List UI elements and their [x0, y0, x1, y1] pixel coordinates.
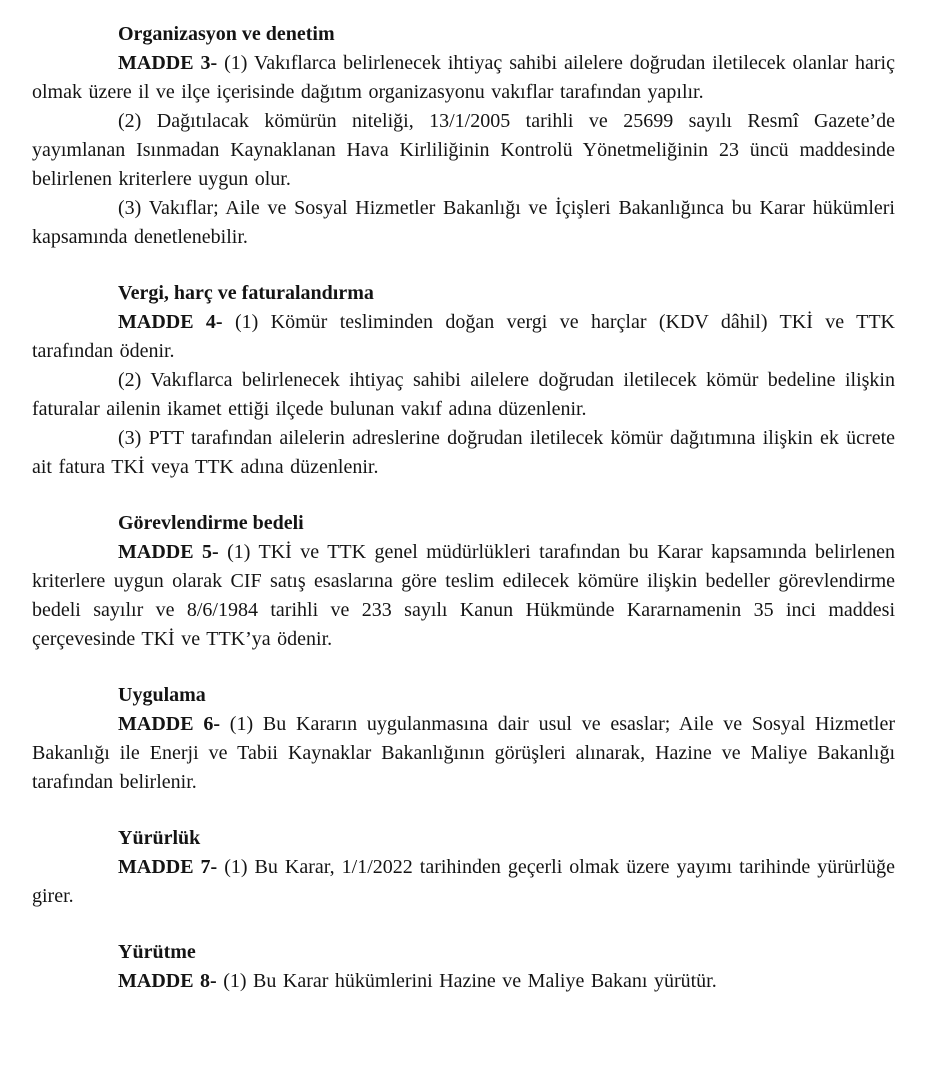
paragraph: MADDE 8- (1) Bu Karar hükümlerini Hazine ve Maliye Bakanı yürütür.	[118, 970, 717, 992]
document-section	[32, 824, 895, 911]
paragraph: MADDE 4- (1) Kömür tesliminden doğan vergi ve harçlar (KDV dâhil) TKİ ve TTK tarafından ödenir.	[32, 311, 895, 362]
article-label: MADDE 4-	[118, 311, 223, 333]
section-heading: Uygulama	[118, 684, 206, 706]
paragraph: MADDE 5- (1) TKİ ve TTK genel müdürlükleri tarafından bu Karar kapsamında belirlenen kriterlere uygun olarak CIF satış esaslarına göre teslim edilecek kömüre ilişkin bedeller görevlendirme bedeli sayılır ve 8/6/1984 tarihli ve 233 sayılı Kanun Hükmünde Kararnamenin 35 inci maddesi çerçevesinde TKİ ve TTK’ya ödenir.	[32, 541, 895, 650]
article-label: MADDE 5-	[118, 541, 219, 563]
section-heading: Görevlendirme bedeli	[118, 512, 304, 534]
document-section	[32, 279, 895, 482]
article-label: MADDE 8-	[118, 970, 217, 992]
paragraph: (2) Vakıflarca belirlenecek ihtiyaç sahibi ailelere doğrudan iletilecek kömür bedeline ilişkin faturalar ailenin ikamet ettiği ilçede bulunan vakıf adına düzenlenir.	[32, 369, 895, 420]
paragraph: MADDE 7- (1) Bu Karar, 1/1/2022 tarihinden geçerli olmak üzere yayımı tarihinde yürürlüğe girer.	[32, 856, 895, 907]
paragraph: (3) PTT tarafından ailelerin adreslerine doğrudan iletilecek kömür dağıtımına ilişkin ek ücrete ait fatura TKİ veya TTK adına düzenlenir.	[32, 427, 895, 478]
paragraph: MADDE 3- (1) Vakıflarca belirlenecek ihtiyaç sahibi ailelere doğrudan iletilecek olanlar hariç olmak üzere il ve ilçe içerisinde dağıtım organizasyonu vakıflar tarafından yapılır.	[32, 52, 895, 103]
section-heading: Yürütme	[118, 941, 196, 963]
document-section	[32, 938, 895, 996]
article-label: MADDE 7-	[118, 856, 218, 878]
section-heading: Yürürlük	[118, 827, 201, 849]
article-label: MADDE 6-	[118, 713, 220, 735]
section-heading: Organizasyon ve denetim	[118, 23, 335, 45]
paragraph: (2) Dağıtılacak kömürün niteliği, 13/1/2005 tarihli ve 25699 sayılı Resmî Gazete’de yayımlanan Isınmadan Kaynaklanan Hava Kirliliğinin Kontrolü Yönetmeliğinin 23 üncü maddesinde belirlenen kriterlere uygun olur.	[32, 110, 895, 190]
document-section	[32, 681, 895, 797]
article-label: MADDE 3-	[118, 52, 218, 74]
section-heading: Vergi, harç ve faturalandırma	[118, 282, 374, 304]
paragraph: MADDE 6- (1) Bu Kararın uygulanmasına dair usul ve esaslar; Aile ve Sosyal Hizmetler Bakanlığı ile Enerji ve Tabii Kaynaklar Bakanlığının görüşleri alınarak, Hazine ve Maliye Bakanlığı tarafından belirlenir.	[32, 713, 895, 793]
document-section	[32, 509, 895, 654]
paragraph: (3) Vakıflar; Aile ve Sosyal Hizmetler Bakanlığı ve İçişleri Bakanlığınca bu Karar hükümleri kapsamında denetlenebilir.	[32, 197, 895, 248]
document-section	[32, 20, 895, 252]
document-body	[32, 20, 895, 996]
